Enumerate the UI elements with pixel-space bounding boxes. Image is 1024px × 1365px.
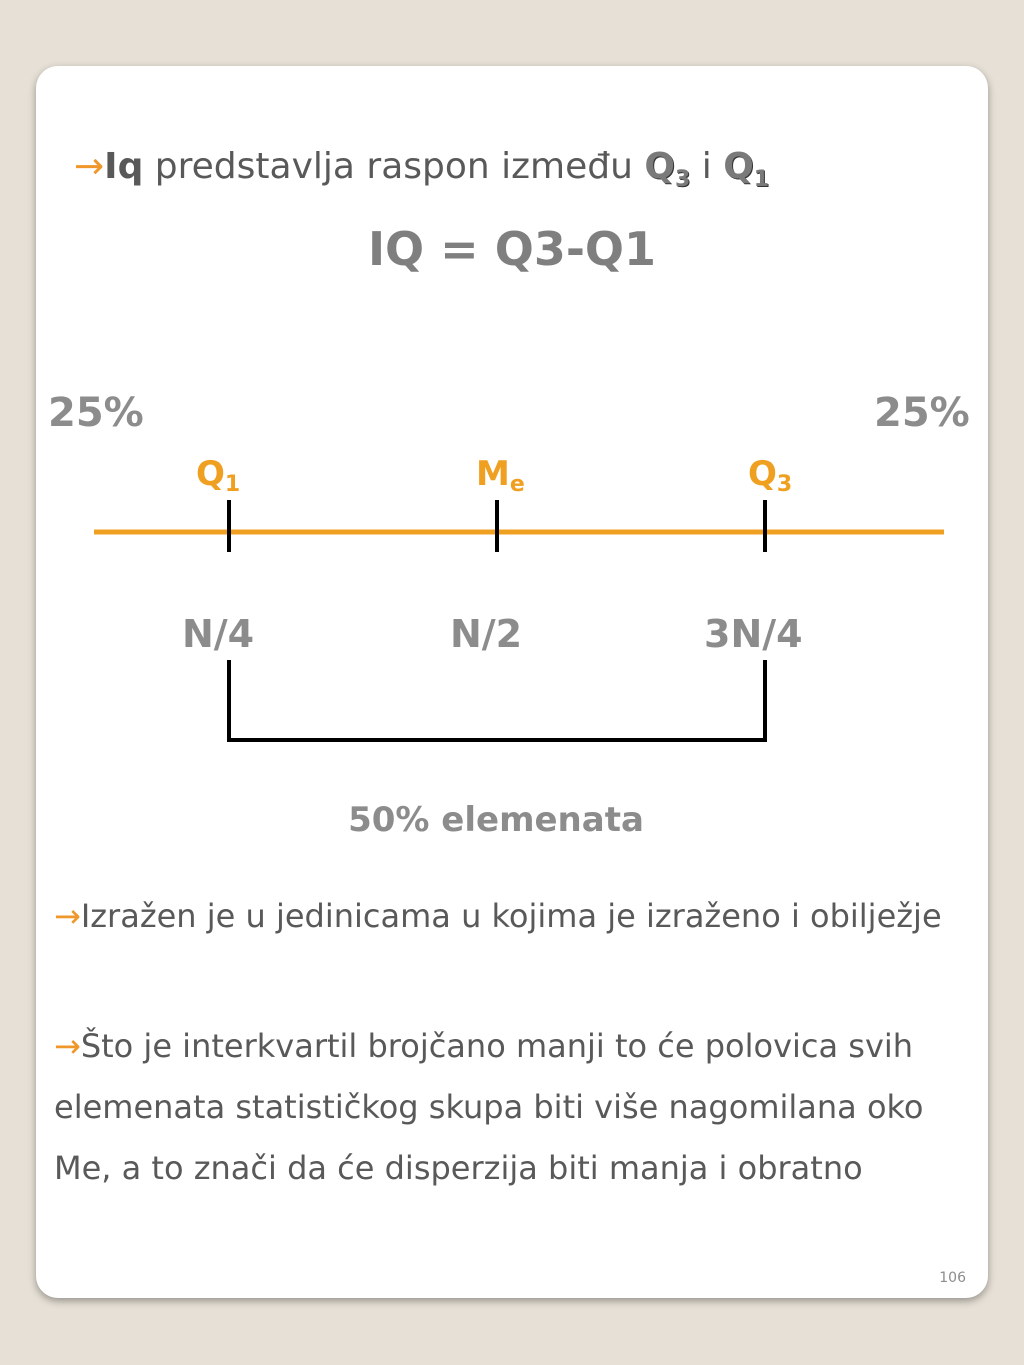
position-n4: N/4	[182, 612, 255, 656]
arrow-icon: →	[74, 146, 105, 187]
bullet-2	[54, 1016, 954, 1199]
left-percentage: 25%	[48, 390, 144, 436]
arrow-icon: →	[54, 1027, 81, 1065]
slide	[36, 66, 988, 1298]
heading-conjunction: i	[690, 146, 724, 187]
position-3n4: 3N/4	[704, 612, 803, 656]
marker-label-q3: $Q_3$	[748, 454, 793, 497]
bracket-caption: 50% elemenata	[348, 800, 644, 840]
bullet-1-text: Izražen je u jedinicama u kojima je izraženo i obilježje	[80, 897, 942, 935]
marker-label-q1: $Q_1$	[196, 454, 241, 497]
marker-label-me: $M_e$	[476, 454, 525, 497]
heading-bold-term: Iq	[104, 146, 144, 187]
arrow-icon: →	[54, 897, 81, 935]
position-n2: N/2	[450, 612, 523, 656]
bullet-2-text: Što je interkvartil brojčano manji to će polovica svih elemenata statističkog skupa biti više nagomilana oko Me, a to znači da će disperzija biti manja i obratno	[54, 1027, 924, 1187]
right-percentage: 25%	[874, 390, 970, 436]
heading-q3: $Q_3$	[644, 146, 691, 193]
heading-text: predstavlja raspon između	[143, 146, 645, 187]
heading-line	[74, 146, 769, 192]
heading-q1: $Q_1$	[723, 146, 770, 193]
page-number: 106	[939, 1270, 966, 1286]
formula: IQ = Q3-Q1	[367, 222, 657, 276]
bullet-1	[54, 886, 954, 947]
